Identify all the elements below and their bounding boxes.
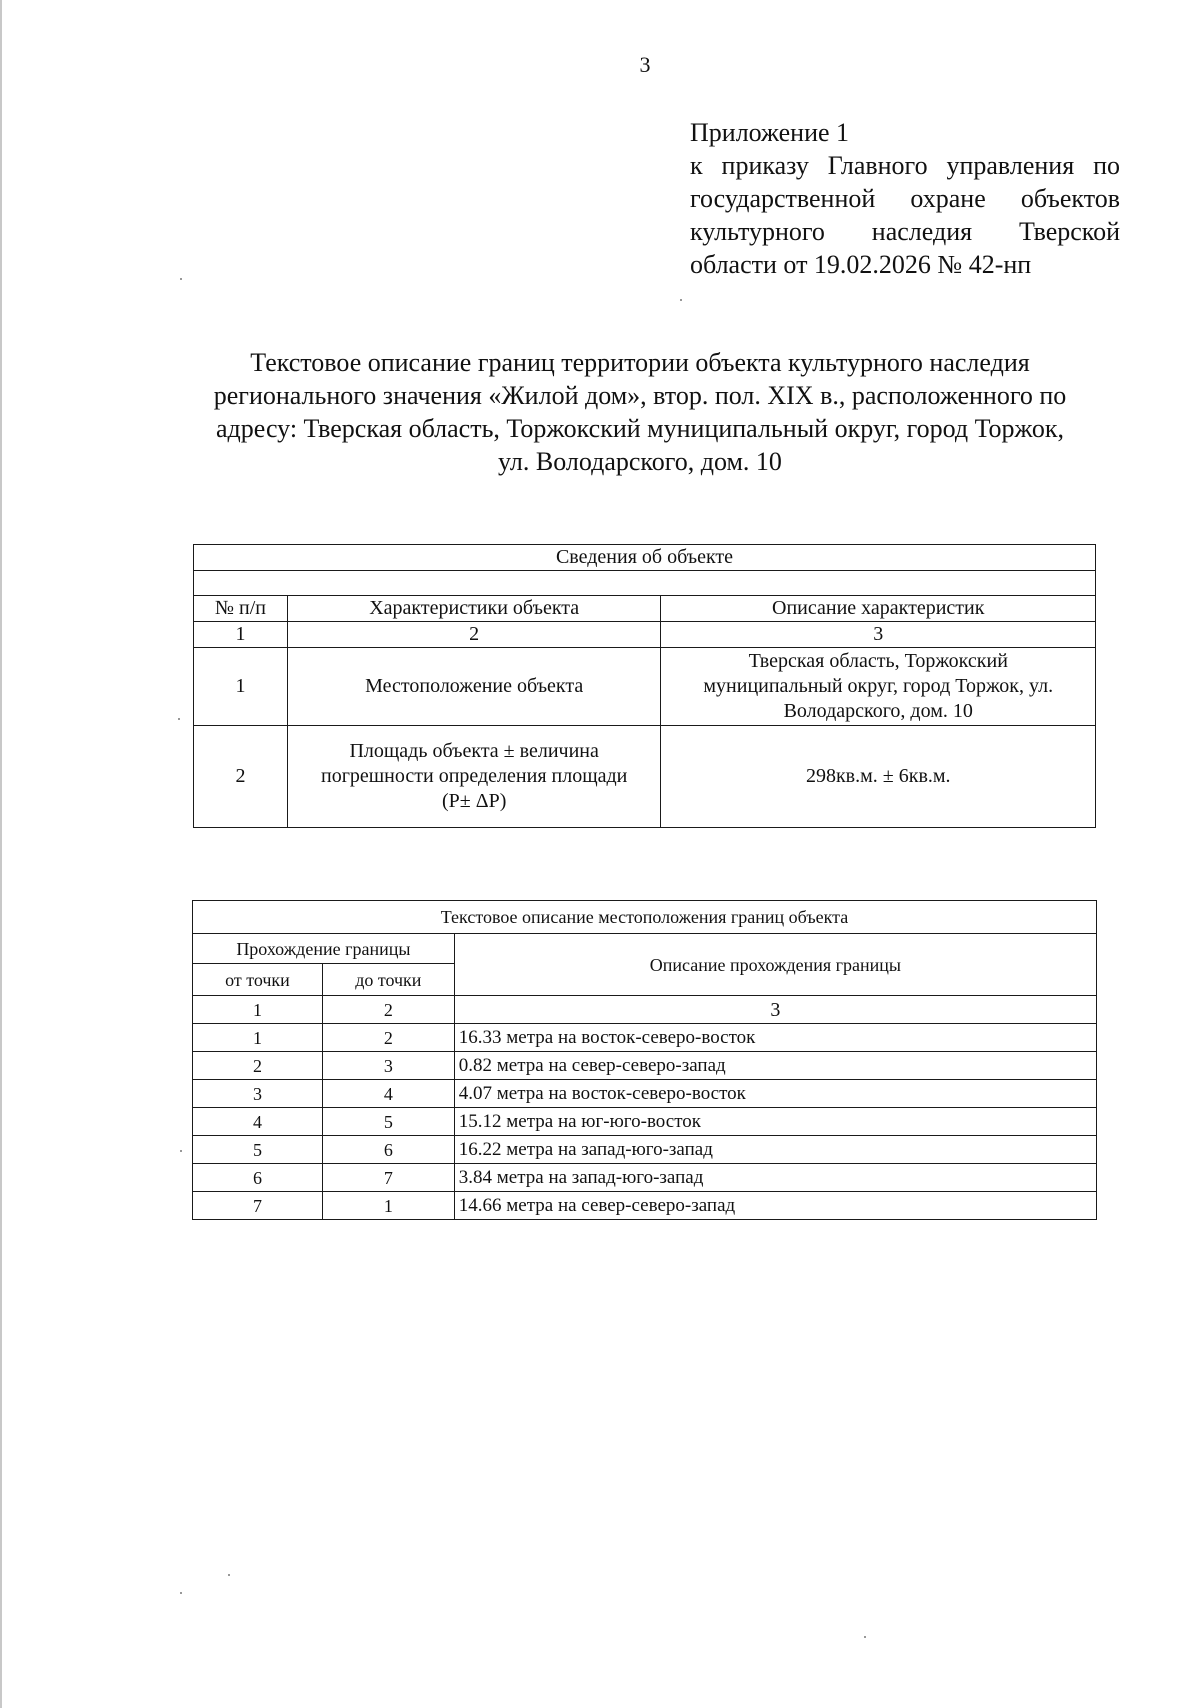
table-caption-row <box>194 545 1096 571</box>
header-cell: № п/п <box>194 596 288 622</box>
cell-line: муниципальный округ, город Торжок, ул. <box>703 675 1054 697</box>
table-row <box>193 1164 1097 1192</box>
table-header-row <box>194 596 1096 622</box>
table-row <box>193 1108 1097 1136</box>
row-number-cell: 1 <box>194 648 288 726</box>
cell-line: Площадь объекта ± величина <box>349 740 599 762</box>
header-cell: Характеристики объекта <box>287 596 661 622</box>
group-header-cell: Прохождение границы <box>193 934 455 964</box>
cell-line: Местоположение объекта <box>365 675 584 697</box>
object-info-table <box>193 544 1096 828</box>
index-cell: 2 <box>287 622 661 648</box>
from-point-cell: 3 <box>193 1080 323 1108</box>
characteristic-cell <box>287 648 661 726</box>
to-point-cell: 4 <box>322 1080 454 1108</box>
table-spacer-row <box>194 571 1096 596</box>
boundary-description-table <box>192 900 1097 1220</box>
boundary-description-cell: 16.33 метра на восток-северо-восток <box>454 1024 1096 1052</box>
scan-speck <box>864 1636 866 1638</box>
document-title <box>150 346 1130 478</box>
title-line: ул. Володарского, дом. 10 <box>498 447 782 476</box>
to-point-cell: 3 <box>322 1052 454 1080</box>
page-number: 3 <box>639 52 651 77</box>
scan-speck <box>178 718 180 720</box>
title-line: Текстовое описание границ территории объекта культурного наследия <box>250 348 1030 377</box>
table-row <box>194 726 1096 828</box>
boundary-description-cell: 4.07 метра на восток-северо-восток <box>454 1080 1096 1108</box>
appendix-line: Приложение 1 <box>690 118 850 147</box>
table-row <box>194 648 1096 726</box>
table-caption-row <box>193 901 1097 934</box>
boundary-description-cell: 14.66 метра на север-северо-запад <box>454 1192 1096 1220</box>
table-index-row <box>194 622 1096 648</box>
scan-speck <box>180 278 182 280</box>
appendix-line: государственной охране объектов <box>690 184 1120 213</box>
table-empty-cell <box>194 571 1096 596</box>
to-point-cell: 5 <box>322 1108 454 1136</box>
from-point-cell: 5 <box>193 1136 323 1164</box>
to-point-cell: 7 <box>322 1164 454 1192</box>
row-number-cell: 2 <box>194 726 288 828</box>
scan-speck <box>680 299 682 301</box>
index-cell: 3 <box>454 996 1096 1024</box>
table-row <box>193 1080 1097 1108</box>
description-cell <box>661 648 1096 726</box>
to-point-header: до точки <box>322 964 454 996</box>
cell-line: погрешности определения площади <box>320 765 628 787</box>
characteristic-cell <box>287 726 661 828</box>
table-row <box>193 1024 1097 1052</box>
to-point-cell: 2 <box>322 1024 454 1052</box>
from-point-cell: 4 <box>193 1108 323 1136</box>
appendix-block <box>690 116 1120 281</box>
table-header-row <box>193 934 1097 964</box>
index-cell: 2 <box>322 996 454 1024</box>
from-point-cell: 7 <box>193 1192 323 1220</box>
title-line: регионального значения «Жилой дом», втор. пол. XIX в., расположенного по <box>213 381 1067 410</box>
cell-line: Тверская область, Торжокский <box>748 650 1008 672</box>
appendix-line: области от 19.02.2026 № 42-нп <box>690 250 1032 279</box>
scan-speck <box>228 1574 230 1576</box>
title-line: адресу: Тверская область, Торжокский муниципальный округ, город Торжок, <box>216 414 1064 443</box>
description-cell <box>661 726 1096 828</box>
boundary-description-cell: 16.22 метра на запад-юго-запад <box>454 1136 1096 1164</box>
table-row <box>193 1192 1097 1220</box>
table-caption: Текстовое описание местоположения границ объекта <box>193 901 1097 934</box>
index-cell: 3 <box>661 622 1096 648</box>
table-row <box>193 1136 1097 1164</box>
table-index-row <box>193 996 1097 1024</box>
from-point-header: от точки <box>193 964 323 996</box>
from-point-cell: 1 <box>193 1024 323 1052</box>
table-caption: Сведения об объекте <box>194 545 1096 571</box>
to-point-cell: 6 <box>322 1136 454 1164</box>
scan-edge <box>0 0 2 1708</box>
boundary-description-cell: 3.84 метра на запад-юго-запад <box>454 1164 1096 1192</box>
appendix-line: к приказу Главного управления по <box>690 151 1120 180</box>
description-header-cell: Описание прохождения границы <box>454 934 1096 996</box>
appendix-line: культурного наследия Тверской <box>690 217 1120 246</box>
index-cell: 1 <box>194 622 288 648</box>
table-row <box>193 1052 1097 1080</box>
cell-line: Володарского, дом. 10 <box>783 700 973 722</box>
from-point-cell: 6 <box>193 1164 323 1192</box>
boundary-description-cell: 15.12 метра на юг-юго-восток <box>454 1108 1096 1136</box>
from-point-cell: 2 <box>193 1052 323 1080</box>
to-point-cell: 1 <box>322 1192 454 1220</box>
cell-line: 298кв.м. ± 6кв.м. <box>805 765 951 787</box>
scan-speck <box>180 1150 182 1152</box>
index-cell: 1 <box>193 996 323 1024</box>
header-cell: Описание характеристик <box>661 596 1096 622</box>
cell-line: (P± ΔP) <box>441 790 507 812</box>
scan-speck <box>180 1592 182 1594</box>
boundary-description-cell: 0.82 метра на север-северо-запад <box>454 1052 1096 1080</box>
